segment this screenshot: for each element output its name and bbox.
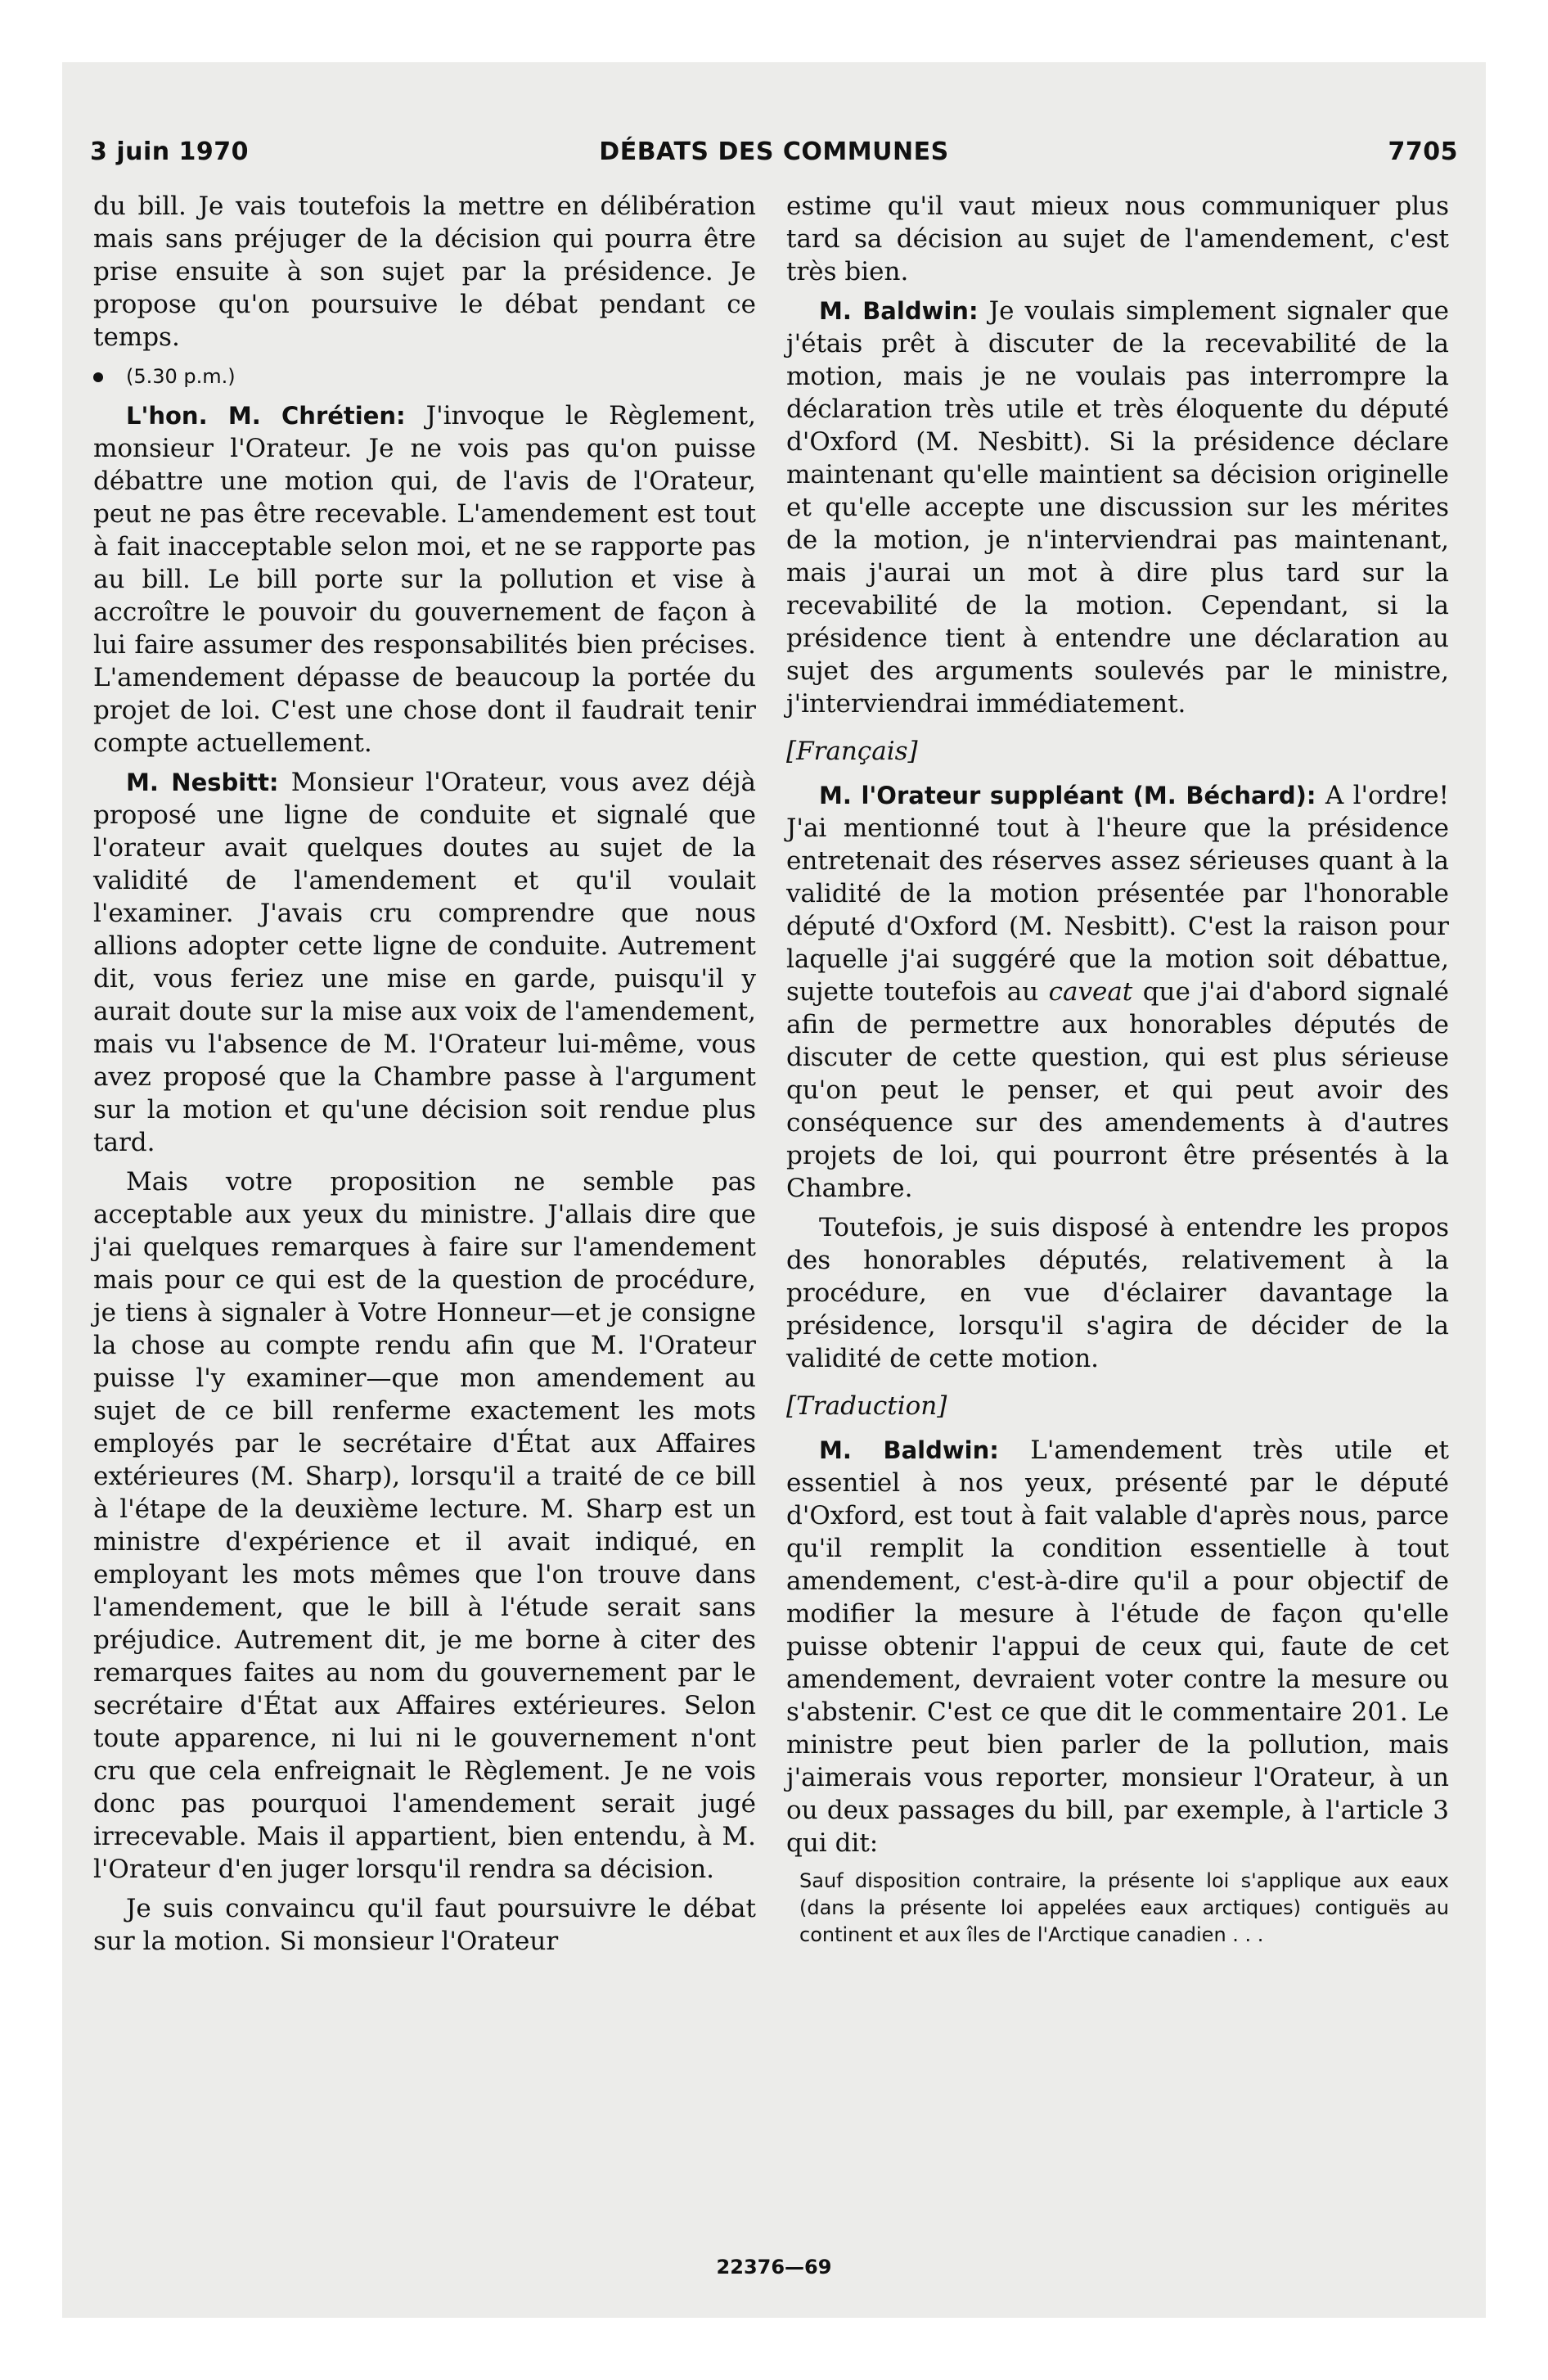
speech-text-continued: que j'ai d'abord signalé afin de permettre aux honorables députés de discuter de cette question, qui est plus sérieuse qu'on peut le penser, et qui peut avoir des conséquence sur des amendements à d'autres projets de loi, qui pourront être présentés à la Chambre.	[786, 977, 1450, 1203]
left-paragraph-3	[93, 766, 756, 1159]
left-column	[93, 190, 756, 1958]
left-paragraph-5: Je suis convaincu qu'il faut poursuivre le débat sur la motion. Si monsieur l'Orateur	[93, 1894, 756, 1956]
speech-text: J'invoque le Règlement, monsieur l'Orateur. Je ne vois pas qu'on puisse débattre une motion qui, de l'avis de l'Orateur, peut ne pas être recevable. L'amendement est tout à fait inacceptable selon moi, et ne se rapporte pas au bill. Le bill porte sur la pollution et vise à accroître le pouvoir du gouvernement de façon à lui faire assumer des responsabilités bien précises. L'amendement dépasse de beaucoup la portée du projet de loi. C'est une chose dont il faudrait tenir compte actuellement.	[93, 401, 756, 758]
header-date: 3 juin 1970	[90, 137, 250, 166]
speech-text: Monsieur l'Orateur, vous avez déjà proposé une ligne de conduite et signalé que l'orateur avait quelques doutes au sujet de la validité de l'amendement et qu'il voulait l'examiner. J'avais cru comprendre que nous allions adopter cette ligne de conduite. Autrement dit, vous feriez une mise en garde, puisqu'il y aurait doute sur la mise aux voix de l'amendement, mais vu l'absence de M. l'Orateur lui-même, vous avez proposé que la Chambre passe à l'argument sur la motion et qu'une décision soit rendue plus tard.	[93, 768, 756, 1157]
italic-term: caveat	[1048, 977, 1133, 1007]
speaker-name: L'hon. M. Chrétien:	[126, 402, 406, 430]
header-page-number: 7705	[1388, 137, 1458, 166]
left-paragraph-4: Mais votre proposition ne semble pas acceptable aux yeux du ministre. J'allais dire que j'ai quelques remarques à faire sur l'amendement mais pour ce qui est de la question de procédure, je tiens à signaler à Votre Honneur—et je consigne la chose au compte rendu afin que M. l'Orateur puisse l'y examiner—que mon amendement au sujet de ce bill renferme exactement les mots employés par le secrétaire d'État aux Affaires extérieures (M. Sharp), lorsqu'il a traité de ce bill à l'étape de la deuxième lecture. M. Sharp est un ministre d'expérience et il avait indiqué, en employant les mots mêmes que l'on trouve dans l'amendement, que le bill à l'étude serait sans préjudice. Autrement dit, je me borne à citer des remarques faites au nom du gouvernement par le secrétaire d'État aux Affaires extérieures. Selon toute apparence, ni lui ni le gouvernement n'ont cru que cela enfreignait le Règlement. Je ne vois donc pas pourquoi l'amendement serait jugé irrecevable. Mais il appartient, bien entendu, à M. l'Orateur d'en juger lorsqu'il rendra sa décision.	[93, 1167, 756, 1884]
left-paragraph-1: du bill. Je vais toutefois la mettre en délibération mais sans préjuger de la décision qui pourra être prise ensuite à son sujet par la présidence. Je propose qu'on poursuive le débat pendant ce temps.	[93, 192, 756, 352]
speech-text: A l'ordre! J'ai mentionné tout à l'heure que la présidence entretenait des réserves assez sérieuses quant à la validité de la motion présentée par l'honorable député d'Oxford (M. Nesbitt). C'est la raison pour laquelle j'ai suggéré que la motion soit débattue, sujette toutefois au	[786, 781, 1449, 1007]
language-marker: [Traduction]	[786, 1391, 947, 1421]
page-header	[90, 137, 1458, 178]
speaker-name: M. Baldwin:	[819, 1436, 999, 1464]
timestamp	[93, 360, 756, 393]
right-paragraph-2	[786, 295, 1449, 720]
block-quote: Sauf disposition contraire, la présente loi s'applique aux eaux (dans la présente loi appelées eaux arctiques) contiguës au continent et aux îles de l'Arctique canadien . . .	[799, 1869, 1449, 1946]
right-paragraph-1: estime qu'il vaut mieux nous communiquer plus tard sa décision au sujet de l'amendement, c'est très bien.	[786, 192, 1449, 286]
footer-code: 22376—69	[716, 2256, 832, 2279]
speaker-name: M. l'Orateur suppléant (M. Béchard):	[819, 782, 1316, 809]
speaker-name: M. Baldwin:	[819, 297, 979, 325]
right-paragraph-3	[786, 779, 1449, 1205]
timestamp-text: (5.30 p.m.)	[126, 365, 236, 388]
speech-text: Je voulais simplement signaler que j'étais prêt à discuter de la recevabilité de la motion, mais je ne voulais pas interrompre la déclaration très utile et très éloquente du député d'Oxford (M. Nesbitt). Si la présidence déclare maintenant qu'elle maintient sa décision originelle et qu'elle accepte une discussion sur les mérites de la motion, je n'interviendrai pas maintenant, mais j'aurai un mot à dire plus tard sur la recevabilité de la motion. Cependant, si la présidence tient à entendre une déclaration au sujet des arguments soulevés par le ministre, j'interviendrai immédiatement.	[786, 296, 1449, 719]
header-title: DÉBATS DES COMMUNES	[599, 137, 949, 166]
right-column	[786, 190, 1449, 1949]
right-paragraph-5	[786, 1434, 1449, 1859]
speech-text: L'amendement très utile et essentiel à nos yeux, présenté par le député d'Oxford, est tout à fait valable d'après nous, parce qu'il remplit la condition essentielle à tout amendement, c'est-à-dire qu'il a pour objectif de modifier la mesure à l'étude de façon qu'elle puisse obtenir l'appui de ceux qui, faute de cet amendement, devraient voter contre la mesure ou s'abstenir. C'est ce que dit le commentaire 201. Le ministre peut bien parler de la pollution, mais j'aimerais vous reporter, monsieur l'Orateur, à un ou deux passages du bill, par exemple, à l'article 3 qui dit:	[786, 1436, 1449, 1858]
language-marker: [Français]	[786, 737, 918, 766]
right-paragraph-4: Toutefois, je suis disposé à entendre les propos des honorables députés, relativement à la procédure, en vue d'éclairer davantage la présidence, lorsqu'il s'agira de décider de la validité de cette motion.	[786, 1213, 1449, 1373]
speaker-name: M. Nesbitt:	[126, 769, 279, 796]
document-page	[62, 62, 1486, 2318]
bullet-icon	[93, 372, 103, 382]
left-paragraph-2	[93, 399, 756, 760]
